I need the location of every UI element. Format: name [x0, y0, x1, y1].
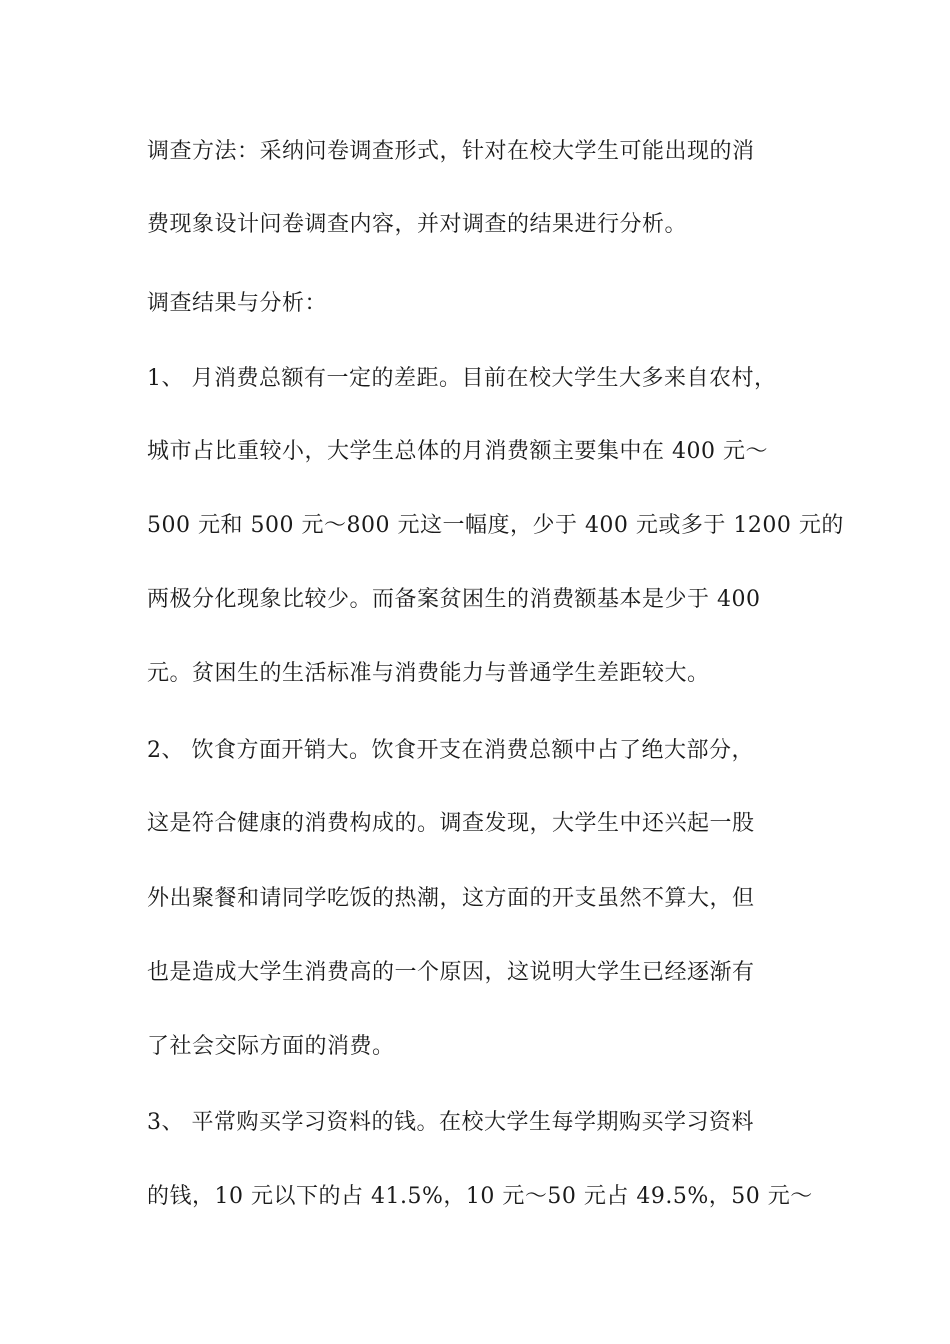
- text-line: 这是符合健康的消费构成的。调查发现，大学生中还兴起一股: [147, 811, 755, 836]
- text-line: 外出聚餐和请同学吃饭的热潮，这方面的开支虽然不算大，但: [147, 886, 755, 911]
- section-heading: 调查结果与分析：: [147, 291, 328, 316]
- text-line: 调查方法：采纳问卷调查形式，针对在校大学生可能出现的消: [147, 139, 755, 164]
- text-line: 费现象设计问卷调查内容，并对调查的结果进行分析。: [147, 212, 688, 237]
- text-line: 1、 月消费总额有一定的差距。目前在校大学生大多来自农村，: [147, 366, 777, 391]
- text-line: 了社会交际方面的消费。: [147, 1034, 395, 1059]
- text-line: 元。贫困生的生活标准与消费能力与普通学生差距较大。: [147, 661, 710, 686]
- text-line: 城市占比重较小，大学生总体的月消费额主要集中在 400 元～: [147, 439, 768, 464]
- text-line: 2、 饮食方面开销大。饮食开支在消费总额中占了绝大部分，: [147, 738, 754, 763]
- text-line: 也是造成大学生消费高的一个原因，这说明大学生已经逐渐有: [147, 960, 755, 985]
- text-line: 两极分化现象比较少。而备案贫困生的消费额基本是少于 400: [147, 587, 761, 612]
- text-line: 500 元和 500 元～800 元这一幅度，少于 400 元或多于 1200 元的: [147, 513, 844, 538]
- text-line: 的钱，10 元以下的占 41.5%，10 元～50 元占 49.5%，50 元～: [147, 1184, 813, 1209]
- text-line: 3、 平常购买学习资料的钱。在校大学生每学期购买学习资料: [147, 1110, 754, 1135]
